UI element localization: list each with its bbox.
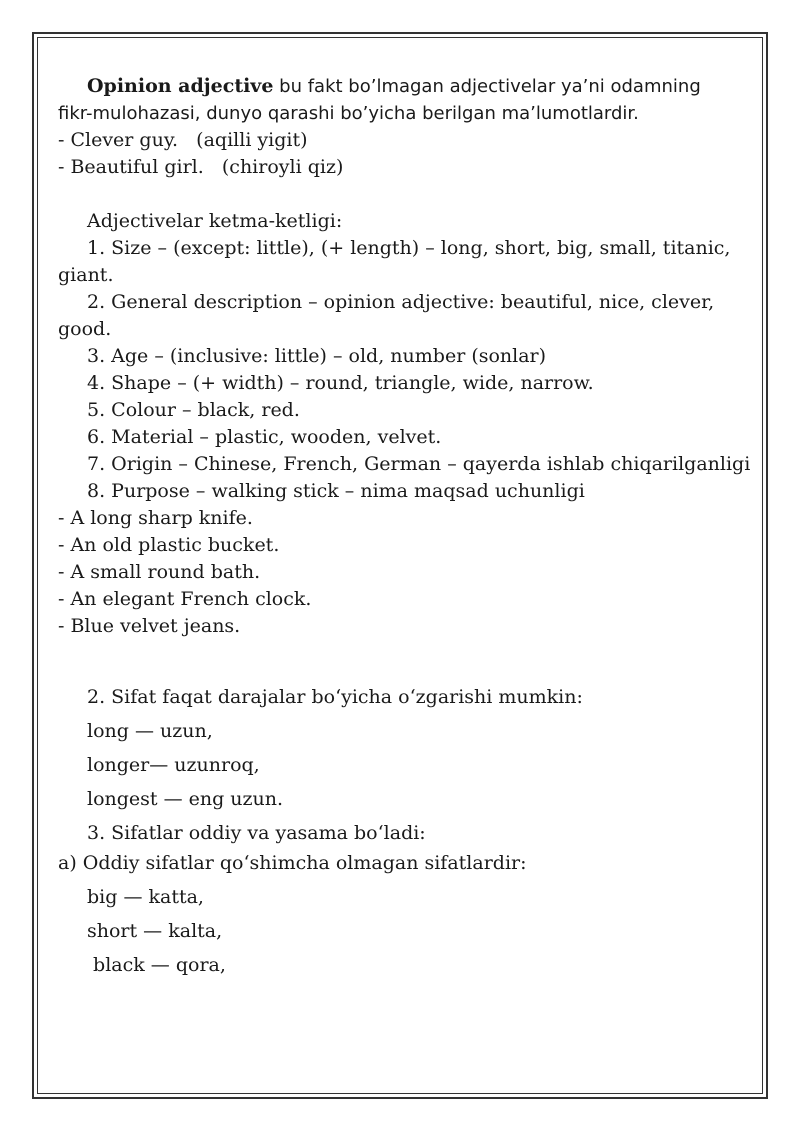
types-example-2: short — kalta, — [87, 920, 223, 942]
order-item-4: 4. Shape – (+ width) – round, triangle, wide, narrow. — [87, 372, 594, 394]
order-item-8: 8. Purpose – walking stick – nima maqsad uchunligi — [87, 480, 585, 502]
term-opinion-adjective: Opinion adjective — [87, 75, 274, 97]
types-example-3: black — qora, — [87, 954, 226, 976]
types-heading: 3. Sifatlar oddiy va yasama bo‘ladi: — [87, 822, 426, 844]
order-example-2: - An old plastic bucket. — [58, 534, 280, 556]
order-item-1: 1. Size – (except: little), (+ length) – long, short, big, small, titanic, giant. — [58, 237, 731, 286]
degrees-heading: 2. Sifat faqat darajalar bo‘yicha o‘zgarishi mumkin: — [87, 686, 583, 708]
intro-line-1 — [58, 73, 748, 100]
order-item-5: 5. Colour – black, red. — [87, 399, 300, 421]
order-example-3: - A small round bath. — [58, 561, 261, 583]
order-item-2: 2. General description – opinion adjective: beautiful, nice, clever, good. — [58, 291, 715, 340]
degrees-example-3: longest — eng uzun. — [87, 788, 284, 810]
order-item-7: 7. Origin – Chinese, French, German – qayerda ishlab chiqarilganligi — [87, 453, 751, 475]
order-item-6: 6. Material – plastic, wooden, velvet. — [87, 426, 442, 448]
types-example-1: big — katta, — [87, 886, 204, 908]
spacer — [58, 640, 748, 680]
spacer — [58, 181, 748, 208]
intro-line-1-rest: bu fakt bo’lmagan adjectivelar ya’ni odamning — [273, 76, 701, 97]
intro-example-1: - Clever guy. (aqilli yigit) — [58, 129, 308, 151]
order-example-4: - An elegant French clock. — [58, 588, 312, 610]
intro-line-2: fikr-mulohazasi, dunyo qarashi bo’yicha berilgan ma’lumotlardir. — [58, 103, 639, 124]
degrees-example-2: longer— uzunroq, — [87, 754, 260, 776]
types-sub-heading: a) Oddiy sifatlar qo‘shimcha olmagan sifatlardir: — [58, 852, 527, 874]
order-item-3: 3. Age – (inclusive: little) – old, number (sonlar) — [87, 345, 547, 367]
document-body — [58, 73, 751, 982]
order-example-5: - Blue velvet jeans. — [58, 615, 241, 637]
order-example-1: - A long sharp knife. — [58, 507, 253, 529]
order-heading: Adjectivelar ketma-ketligi: — [87, 210, 343, 232]
degrees-example-1: long — uzun, — [87, 720, 213, 742]
intro-example-2: - Beautiful girl. (chiroyli qiz) — [58, 156, 344, 178]
